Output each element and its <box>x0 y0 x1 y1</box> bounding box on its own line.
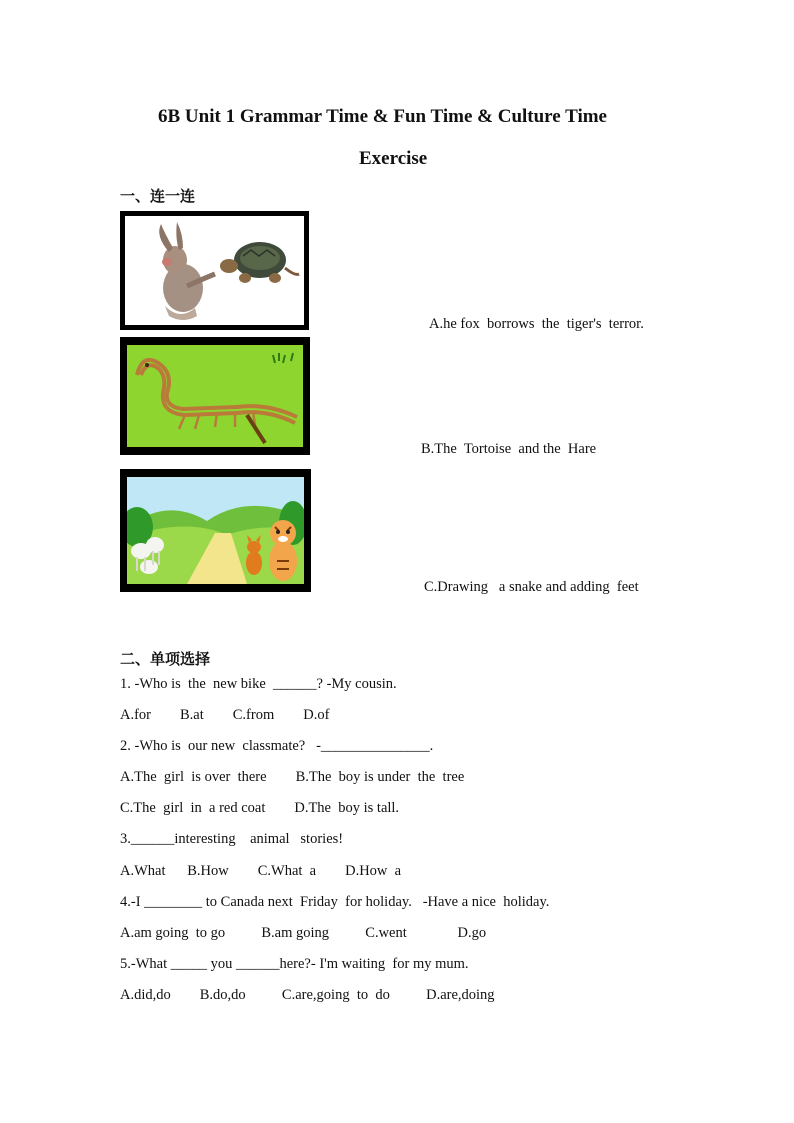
question-1: 1. -Who is the new bike ______? -My cousin. <box>120 676 397 692</box>
question-4-choices: A.am going to go B.am going C.went D.go <box>120 925 487 941</box>
question-1-choices: A.for B.at C.from D.of <box>120 707 330 723</box>
question-5: 5.-What _____ you ______here?- I'm waiting for my mum. <box>120 956 469 972</box>
section-2-heading: 二、单项选择 <box>120 650 211 668</box>
page-title-line-1: 6B Unit 1 Grammar Time & Fun Time & Culture Time <box>158 106 607 127</box>
match-option-a: A.he fox borrows the tiger's terror. <box>429 316 644 332</box>
match-option-c: C.Drawing a snake and adding feet <box>424 579 639 595</box>
question-3-choices: A.What B.How C.What a D.How a <box>120 863 402 879</box>
snake-with-feet-picture <box>120 337 310 455</box>
tortoise-and-hare-picture <box>120 211 309 330</box>
question-5-choices: A.did,do B.do,do C.are,going to do D.are,doing <box>120 987 495 1003</box>
question-4: 4.-I ________ to Canada next Friday for holiday. -Have a nice holiday. <box>120 894 550 910</box>
section-1-heading: 一、连一连 <box>120 187 196 205</box>
fox-and-tiger-picture <box>120 469 311 592</box>
question-2-choices-cd: C.The girl in a red coat D.The boy is tall. <box>120 800 400 816</box>
match-option-b: B.The Tortoise and the Hare <box>421 441 597 457</box>
question-2: 2. -Who is our new classmate? -_______________. <box>120 738 434 754</box>
question-2-choices-ab: A.The girl is over there B.The boy is under the tree <box>120 769 465 785</box>
question-3: 3.______interesting animal stories! <box>120 831 344 847</box>
page-title-line-2: Exercise <box>359 148 428 169</box>
